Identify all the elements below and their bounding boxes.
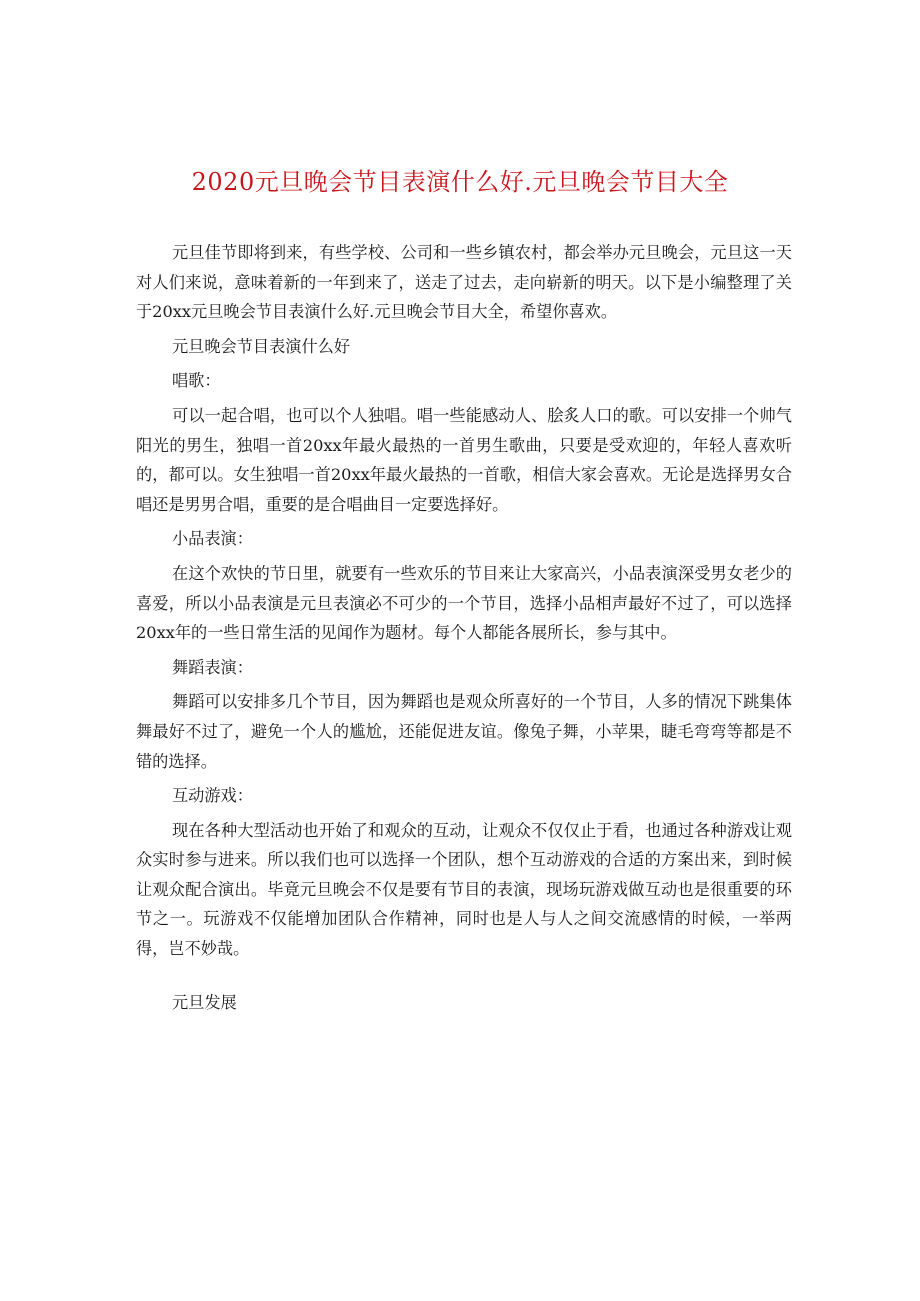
heading-singing: 唱歌： xyxy=(172,371,221,391)
document-body xyxy=(136,238,792,1022)
section-heading-program: 元旦晚会节目表演什么好 xyxy=(172,336,351,356)
paragraph-games: 现在各种大型活动也开始了和观众的互动，让观众不仅仅止于看，也通过各种游戏让观众实时参与进来。所以我们也可以选择一个团队，想个互动游戏的合适的方案出来，到时候让观众配合演出。毕竟元旦晚会不仅是要有节目的表演，现场玩游戏做互动也是很重要的环节之一。玩游戏不仅能增加团队合作精神，同时也是人与人之间交流感情的时候，一举两得，岂不妙哉。 xyxy=(136,820,792,959)
document-title: 2020元旦晚会节目表演什么好.元旦晚会节目大全 xyxy=(191,168,729,196)
paragraph-sketch: 在这个欢快的节日里，就要有一些欢乐的节目来让大家高兴，小品表演深受男女老少的喜爱，所以小品表演是元旦表演必不可少的一个节目，选择小品相声最好不过了，可以选择20xx年的一些日常生活的见闻作为题材。每个人都能各展所长，参与其中。 xyxy=(136,563,792,643)
heading-dance: 舞蹈表演： xyxy=(172,657,253,677)
paragraph-dance: 舞蹈可以安排多几个节目，因为舞蹈也是观众所喜好的一个节目，人多的情况下跳集体舞最好不过了，避免一个人的尴尬，还能促进友谊。像兔子舞，小苹果，睫毛弯弯等都是不错的选择。 xyxy=(136,692,792,771)
heading-development: 元旦发展 xyxy=(172,992,237,1012)
paragraph-singing: 可以一起合唱，也可以个人独唱。唱一些能感动人、脍炙人口的歌。可以安排一个帅气阳光的男生，独唱一首20xx年最火最热的一首男生歌曲，只要是受欢迎的，年轻人喜欢听的，都可以。女生独唱一首20xx年最火最热的一首歌，相信大家会喜欢。无论是选择男女合唱还是男男合唱，重要的是合唱曲目一定要选择好。 xyxy=(136,405,792,514)
heading-games: 互动游戏： xyxy=(172,786,253,806)
intro-paragraph: 元旦佳节即将到来，有些学校、公司和一些乡镇农村，都会举办元旦晚会，元旦这一天对人们来说，意味着新的一年到来了，送走了过去，走向崭新的明天。以下是小编整理了关于20xx元旦晚会节目表演什么好.元旦晚会节目大全，希望你喜欢。 xyxy=(136,243,792,322)
heading-sketch: 小品表演： xyxy=(172,529,253,549)
